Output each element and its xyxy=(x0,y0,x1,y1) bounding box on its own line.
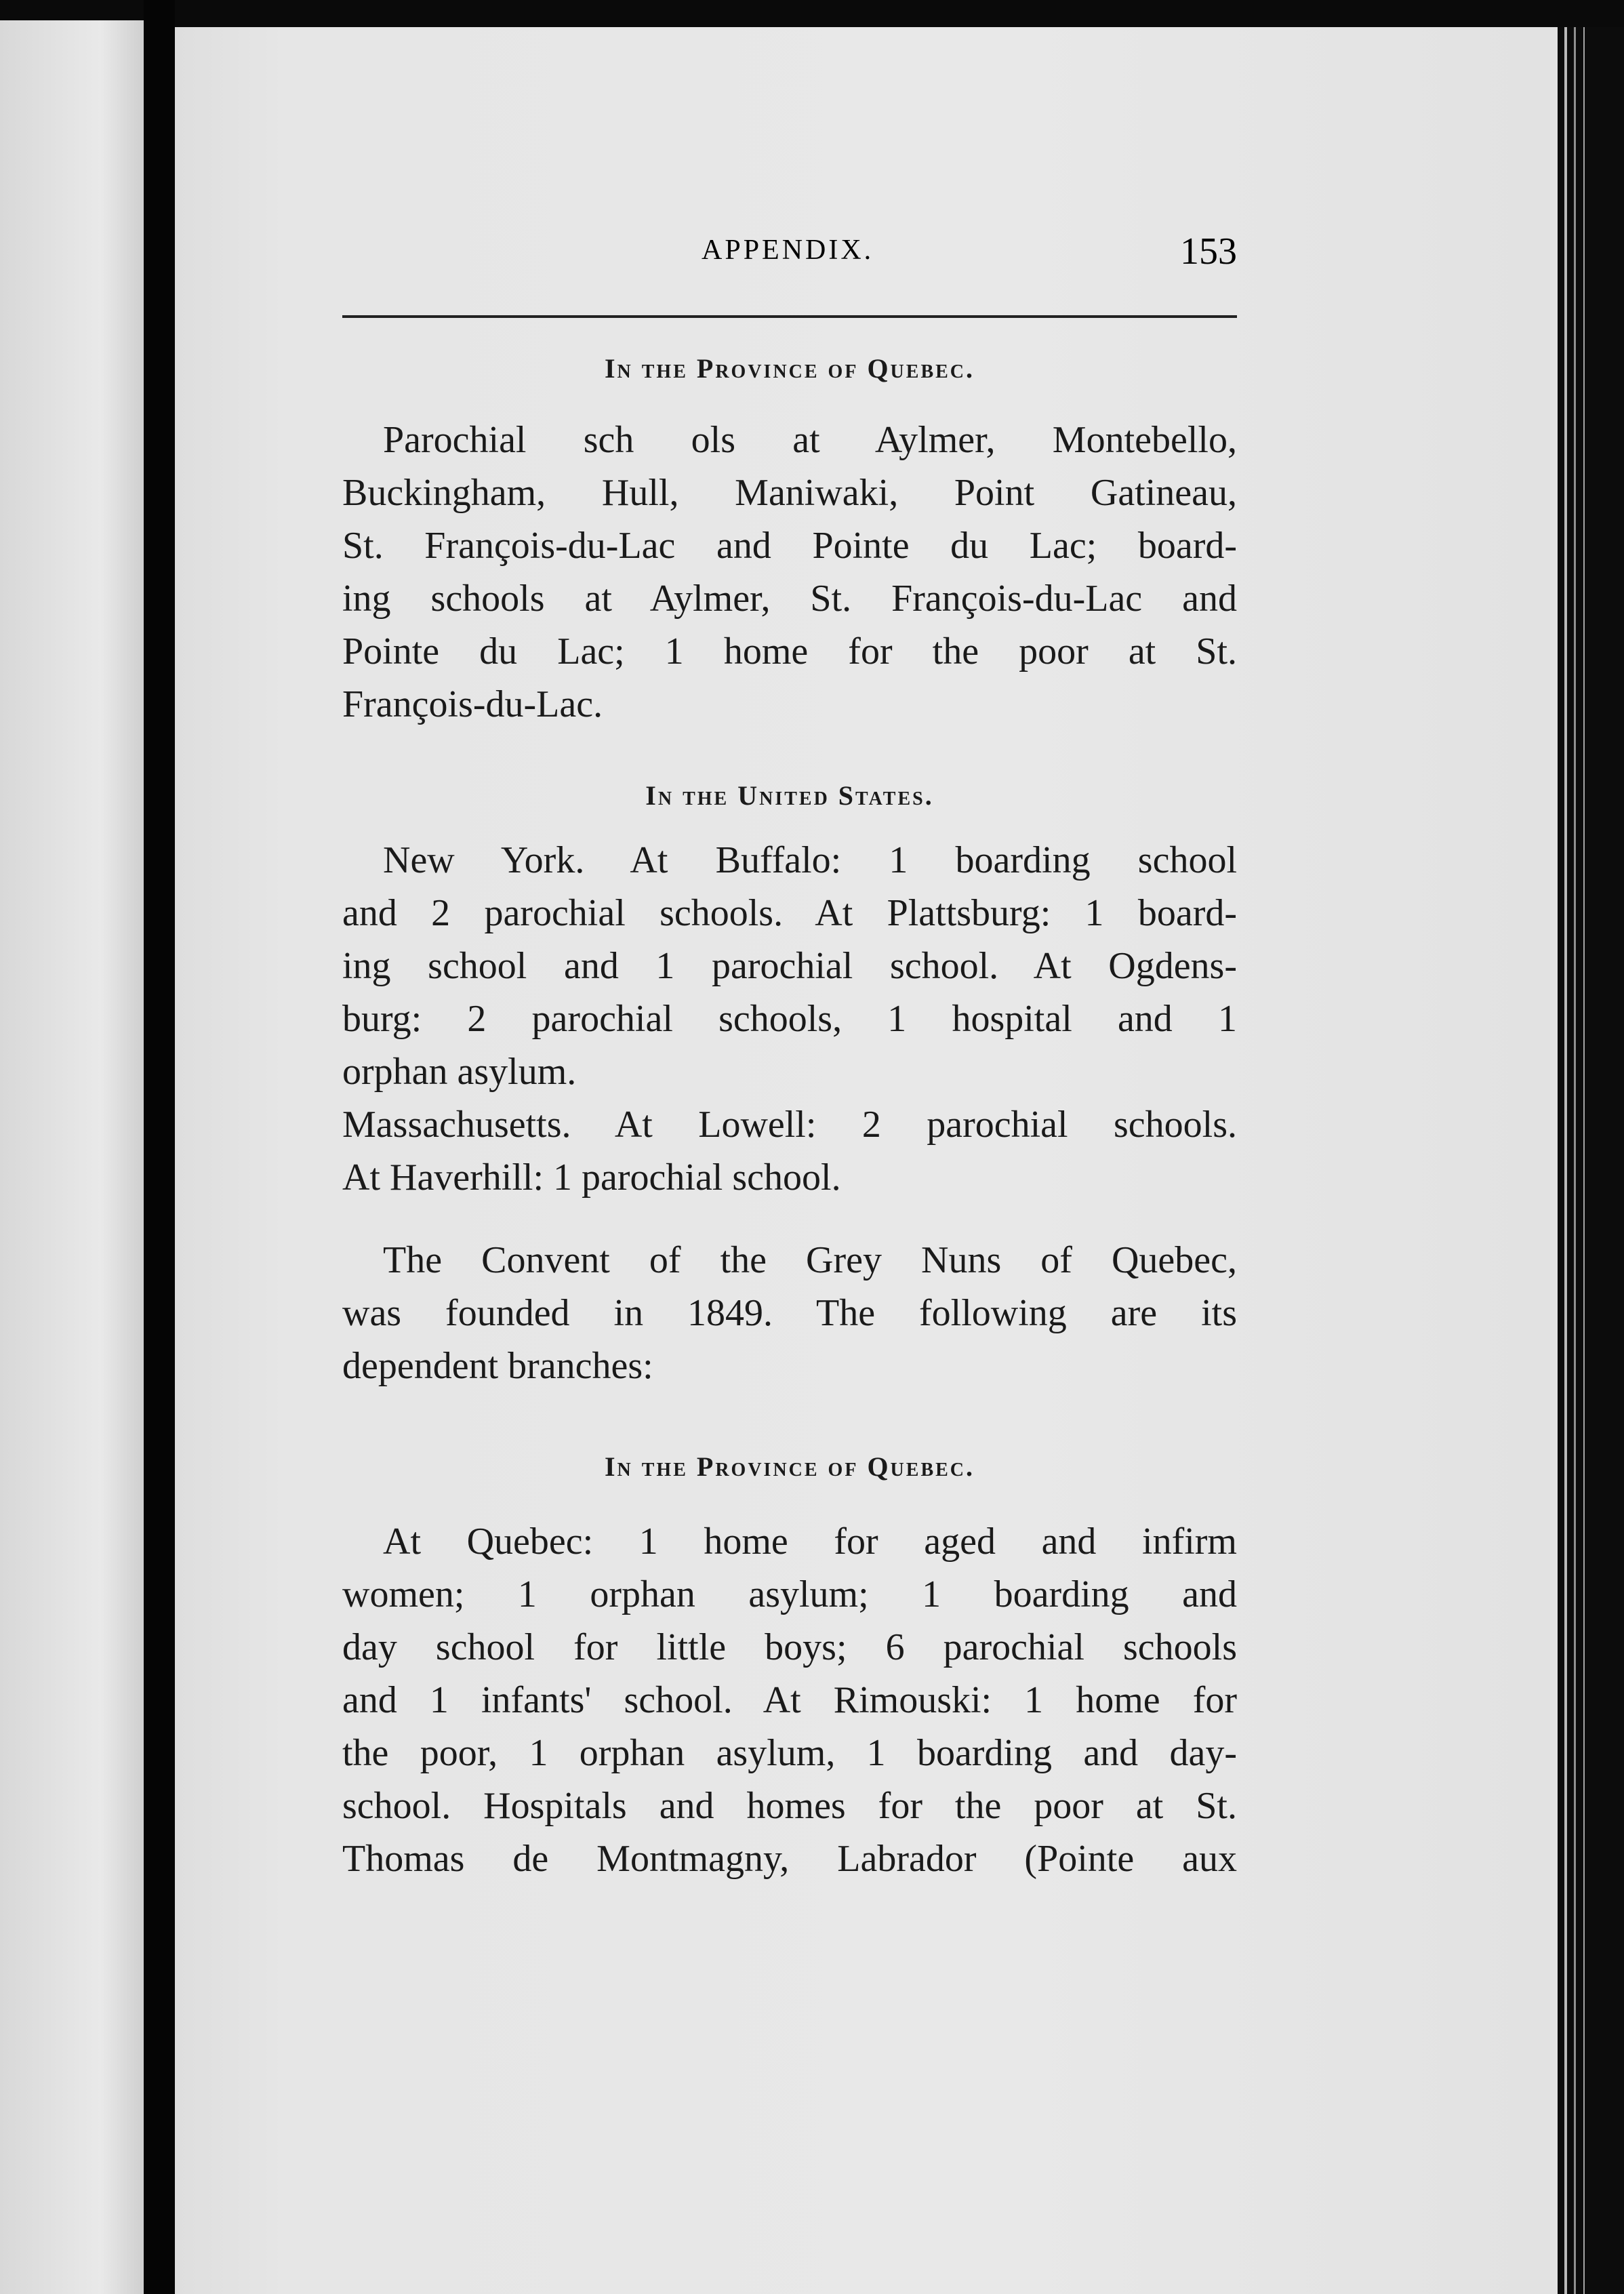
text-line: The Convent of the Grey Nuns of Quebec, xyxy=(383,1239,1237,1281)
running-head-title: APPENDIX. xyxy=(702,235,874,266)
text-line: school. Hospitals and homes for the poor at St. xyxy=(342,1785,1237,1827)
facing-page-edge xyxy=(0,20,144,2294)
section-heading: In the Province of Quebec. xyxy=(604,353,975,384)
page-number: 153 xyxy=(1180,230,1237,273)
text-line: burg: 2 parochial schools, 1 hospital and 1 xyxy=(342,998,1237,1040)
header-rule xyxy=(342,315,1237,318)
text-line: was founded in 1849. The following are its xyxy=(342,1292,1237,1334)
text-line: Pointe du Lac; 1 home for the poor at St. xyxy=(342,630,1237,672)
text-line: and 2 parochial schools. At Plattsburg: 1 board- xyxy=(342,892,1237,934)
text-line: François-du-Lac. xyxy=(342,683,603,725)
paragraph xyxy=(342,1098,1237,1204)
text-line: Massachusetts. At Lowell: 2 parochial schools. xyxy=(342,1104,1237,1146)
text-line: orphan asylum. xyxy=(342,1051,577,1093)
text-line: the poor, 1 orphan asylum, 1 boarding and day- xyxy=(342,1732,1237,1774)
text-line: ing school and 1 parochial school. At Ogdens- xyxy=(342,945,1237,987)
text-line: At Quebec: 1 home for aged and infirm xyxy=(383,1521,1237,1563)
page-edge-line xyxy=(1583,27,1585,2294)
text-line: At Haverhill: 1 parochial school. xyxy=(342,1156,841,1199)
paragraph xyxy=(342,414,1237,731)
text-line: ing schools at Aylmer, St. François-du-Lac and xyxy=(342,578,1237,620)
text-line: New York. At Buffalo: 1 boarding school xyxy=(383,839,1237,881)
text-line: women; 1 orphan asylum; 1 boarding and xyxy=(342,1573,1237,1615)
text-line: St. François-du-Lac and Pointe du Lac; board- xyxy=(342,525,1237,567)
book-gutter xyxy=(144,0,175,2294)
section-heading: In the Province of Quebec. xyxy=(604,1451,975,1482)
page-edge-line xyxy=(1564,27,1567,2294)
page-edge-right xyxy=(1558,27,1624,2294)
text-line: day school for little boys; 6 parochial schools xyxy=(342,1626,1237,1668)
text-line: Thomas de Montmagny, Labrador (Pointe aux xyxy=(342,1838,1237,1880)
text-line: Parochial sch ols at Aylmer, Montebello, xyxy=(383,419,1237,461)
section-heading: In the United States. xyxy=(645,780,934,811)
text-line: dependent branches: xyxy=(342,1345,653,1387)
text-line: Buckingham, Hull, Maniwaki, Point Gatineau, xyxy=(342,472,1237,514)
page-edge-line xyxy=(1574,27,1576,2294)
text-line: and 1 infants' school. At Rimouski: 1 home for xyxy=(342,1679,1237,1721)
running-head xyxy=(342,230,1237,281)
paragraph xyxy=(342,834,1237,1098)
paragraph xyxy=(342,1234,1237,1392)
paragraph xyxy=(342,1515,1237,1885)
